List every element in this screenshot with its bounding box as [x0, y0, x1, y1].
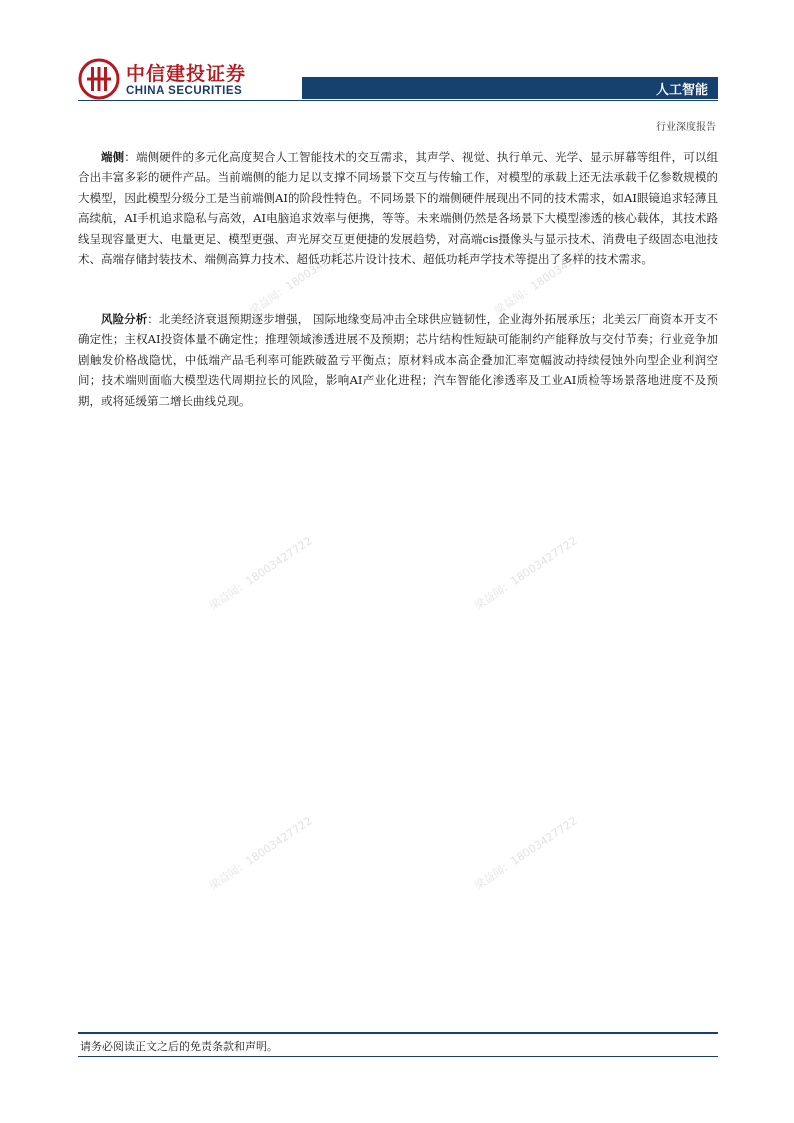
header-divider [78, 100, 718, 101]
paragraph-text: ：端侧硬件的多元化高度契合人工智能技术的交互需求，其声学、视觉、执行单元、光学、显示屏幕等组件，可以组合出丰富多彩的硬件产品。当前端侧的能力足以支撑不同场景下交互与传输工作，对模型的承载上还无法承载千亿参数规模的大模型，因此模型分级分工是当前端侧AI的阶段性特色。不同场景下的端侧硬件展现出不同的技术需求，如AI眼镜追求轻薄且高续航，AI手机追求隐私与高效，AI电脑追求效率与便携，等等。未来端侧仍然是各场景下大模型渗透的核心载体，其技术路线呈现容量更大、电量更足、模型更强、声光屏交互更便捷的发展趋势，对高端cis摄像头与显示技术、消费电子级固态电池技术、高端存储封装技术、端侧高算力技术、超低功耗芯片设计技术、超低功耗声学技术等提出了多样的技术需求。 [78, 150, 719, 267]
watermark: 梁益闻：18003427722 [206, 534, 315, 613]
disclaimer-note: 请务必阅读正文之后的免责条款和声明。 [80, 1040, 278, 1053]
paragraph-lead: 风险分析 [101, 312, 148, 326]
paragraph-lead: 端侧 [101, 150, 125, 164]
watermark: 梁益闻：18003427722 [471, 534, 580, 613]
watermark: 梁益闻：18003427722 [246, 239, 355, 318]
citic-logo-icon [78, 58, 120, 100]
footer-divider-bottom [78, 1056, 718, 1057]
report-type-label: 行业深度报告 [656, 122, 716, 133]
watermark: 梁益闻：18003427722 [206, 814, 315, 893]
paragraph-text: ：北美经济衰退预期逐步增强， 国际地缘变局冲击全球供应链韧性，企业海外拓展承压；北美云厂商资本开支不确定性；主权AI投资体量不确定性；推理领域渗透进展不及预期；芯片结构性短缺可能制约产能释放与交付节奏；行业竞争加剧触发价格战隐忧，中低端产品毛利率可能跌破盈亏平衡点；原材料成本高企叠加汇率宽幅波动持续侵蚀外向型企业利润空间；技术端则面临大模型迭代周期拉长的风险，影响AI产业化进程；汽车智能化渗透率及工业AI质检等场景落地进度不及预期，或将延缓第二增长曲线兑现。 [78, 312, 719, 408]
logo-english-name: CHINA SECURITIES [126, 85, 243, 97]
footer-divider-top [78, 1032, 718, 1034]
watermark: 梁益闻：18003427722 [491, 239, 600, 318]
section-title: 人工智能 [655, 83, 708, 98]
watermark: 梁益闻：18003427722 [471, 814, 580, 893]
paragraph-edge-side [78, 147, 718, 269]
company-logo [78, 58, 253, 102]
paragraph-risk-analysis [78, 309, 718, 411]
logo-chinese-name: 中信建投证券 [126, 63, 247, 85]
header-bar [302, 77, 718, 99]
